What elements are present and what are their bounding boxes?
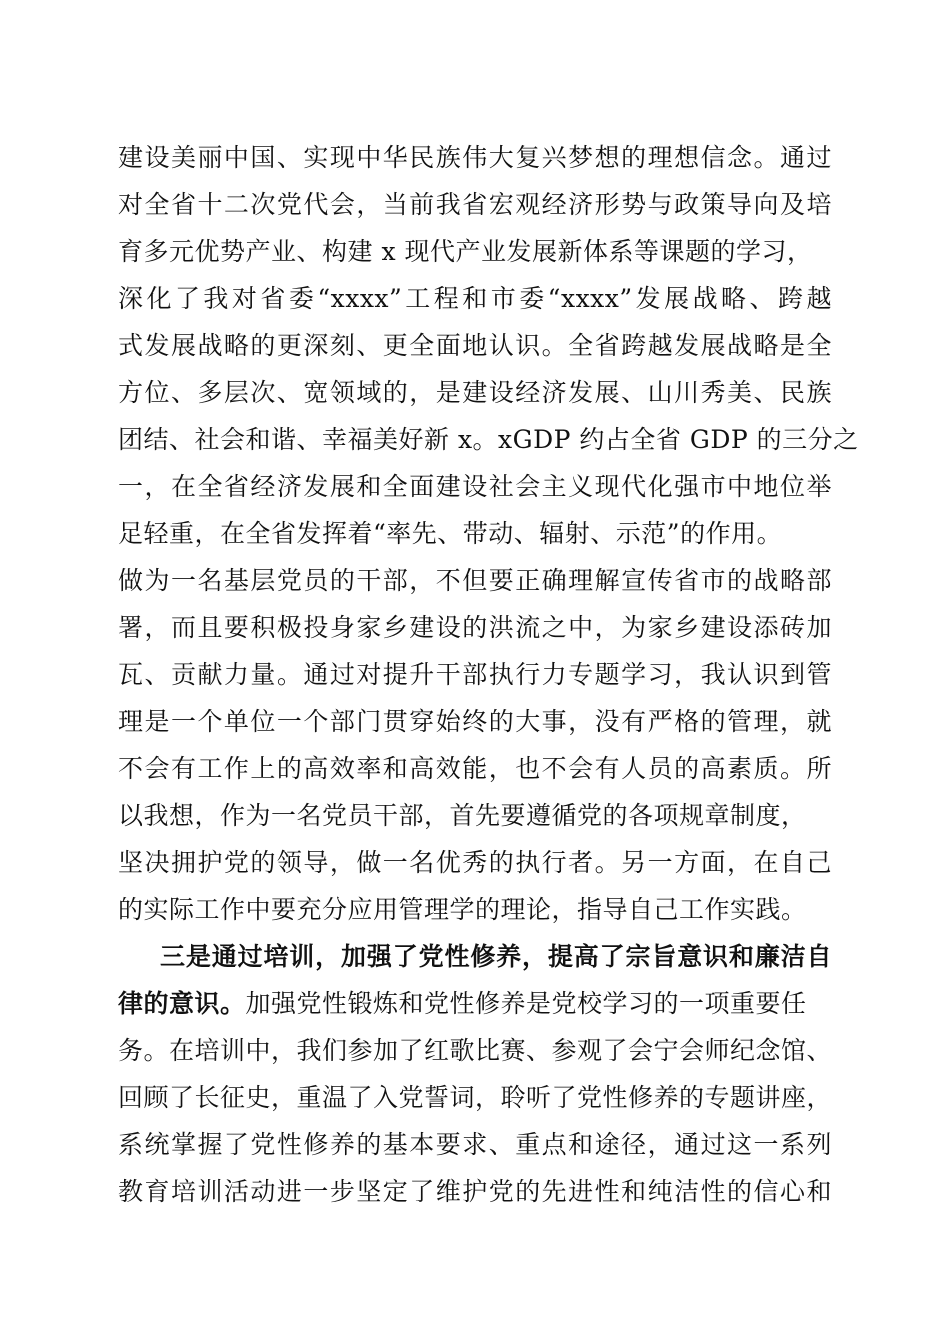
text-line: 理是一个单位一个部门贯穿始终的大事，没有严格的管理，就 (118, 707, 832, 736)
text-line (118, 985, 832, 1023)
text-line: 足轻重，在全省发挥着“率先、带动、辐射、示范”的作用。 (118, 519, 783, 548)
text-line: 做为一名基层党员的干部，不但要正确理解宣传省市的战略部 (118, 566, 832, 595)
text-line: 回顾了长征史，重温了入党誓词，聆听了党性修养的专题讲座， (118, 1083, 833, 1112)
text-line: 教育培训活动进一步坚定了维护党的先进性和纯洁性的信心和 (118, 1177, 832, 1206)
text-line: 不会有工作上的高效率和高效能，也不会有人员的高素质。所 (118, 754, 832, 783)
text-line: 务。在培训中，我们参加了红歌比赛、参观了会宁会师纪念馆、 (118, 1036, 833, 1065)
text-line: 建设美丽中国、实现中华民族伟大复兴梦想的理想信念。通过 (118, 143, 832, 172)
text-line: 对全省十二次党代会，当前我省宏观经济形势与政策导向及培 (118, 190, 832, 219)
text-line: 育多元优势产业、构建 x 现代产业发展新体系等课题的学习， (118, 237, 813, 266)
text-line: 式发展战略的更深刻、更全面地认识。全省跨越发展战略是全 (118, 331, 832, 360)
text-line: 系统掌握了党性修养的基本要求、重点和途径，通过这一系列 (118, 1130, 832, 1159)
text-line: 一，在全省经济发展和全面建设社会主义现代化强市中地位举 (118, 472, 832, 501)
text-line: 坚决拥护党的领导，做一名优秀的执行者。另一方面，在自己 (118, 848, 832, 877)
text-line: 深化了我对省委“xxxx”工程和市委“xxxx”发展战略、跨越 (118, 284, 832, 313)
text-line: 瓦、贡献力量。通过对提升干部执行力专题学习，我认识到管 (118, 660, 832, 689)
text-line: 方位、多层次、宽领域的，是建设经济发展、山川秀美、民族 (118, 378, 832, 407)
paragraph-lead-tail: 律的意识。 (118, 989, 246, 1018)
text-line: 的实际工作中要充分应用管理学的理论，指导自己工作实践。 (118, 895, 807, 924)
text-line: 团结、社会和谐、幸福美好新 x。xGDP 约占全省 GDP 的三分之 (118, 425, 859, 454)
text-line: 署，而且要积极投身家乡建设的洪流之中，为家乡建设添砖加 (118, 613, 832, 642)
text-span: 加强党性锻炼和党性修养是党校学习的一项重要任 (245, 989, 807, 1018)
paragraph-lead-line: 三是通过培训，加强了党性修养，提高了宗旨意识和廉洁自 (160, 942, 832, 971)
text-line: 以我想，作为一名党员干部，首先要遵循党的各项规章制度， (118, 801, 807, 830)
